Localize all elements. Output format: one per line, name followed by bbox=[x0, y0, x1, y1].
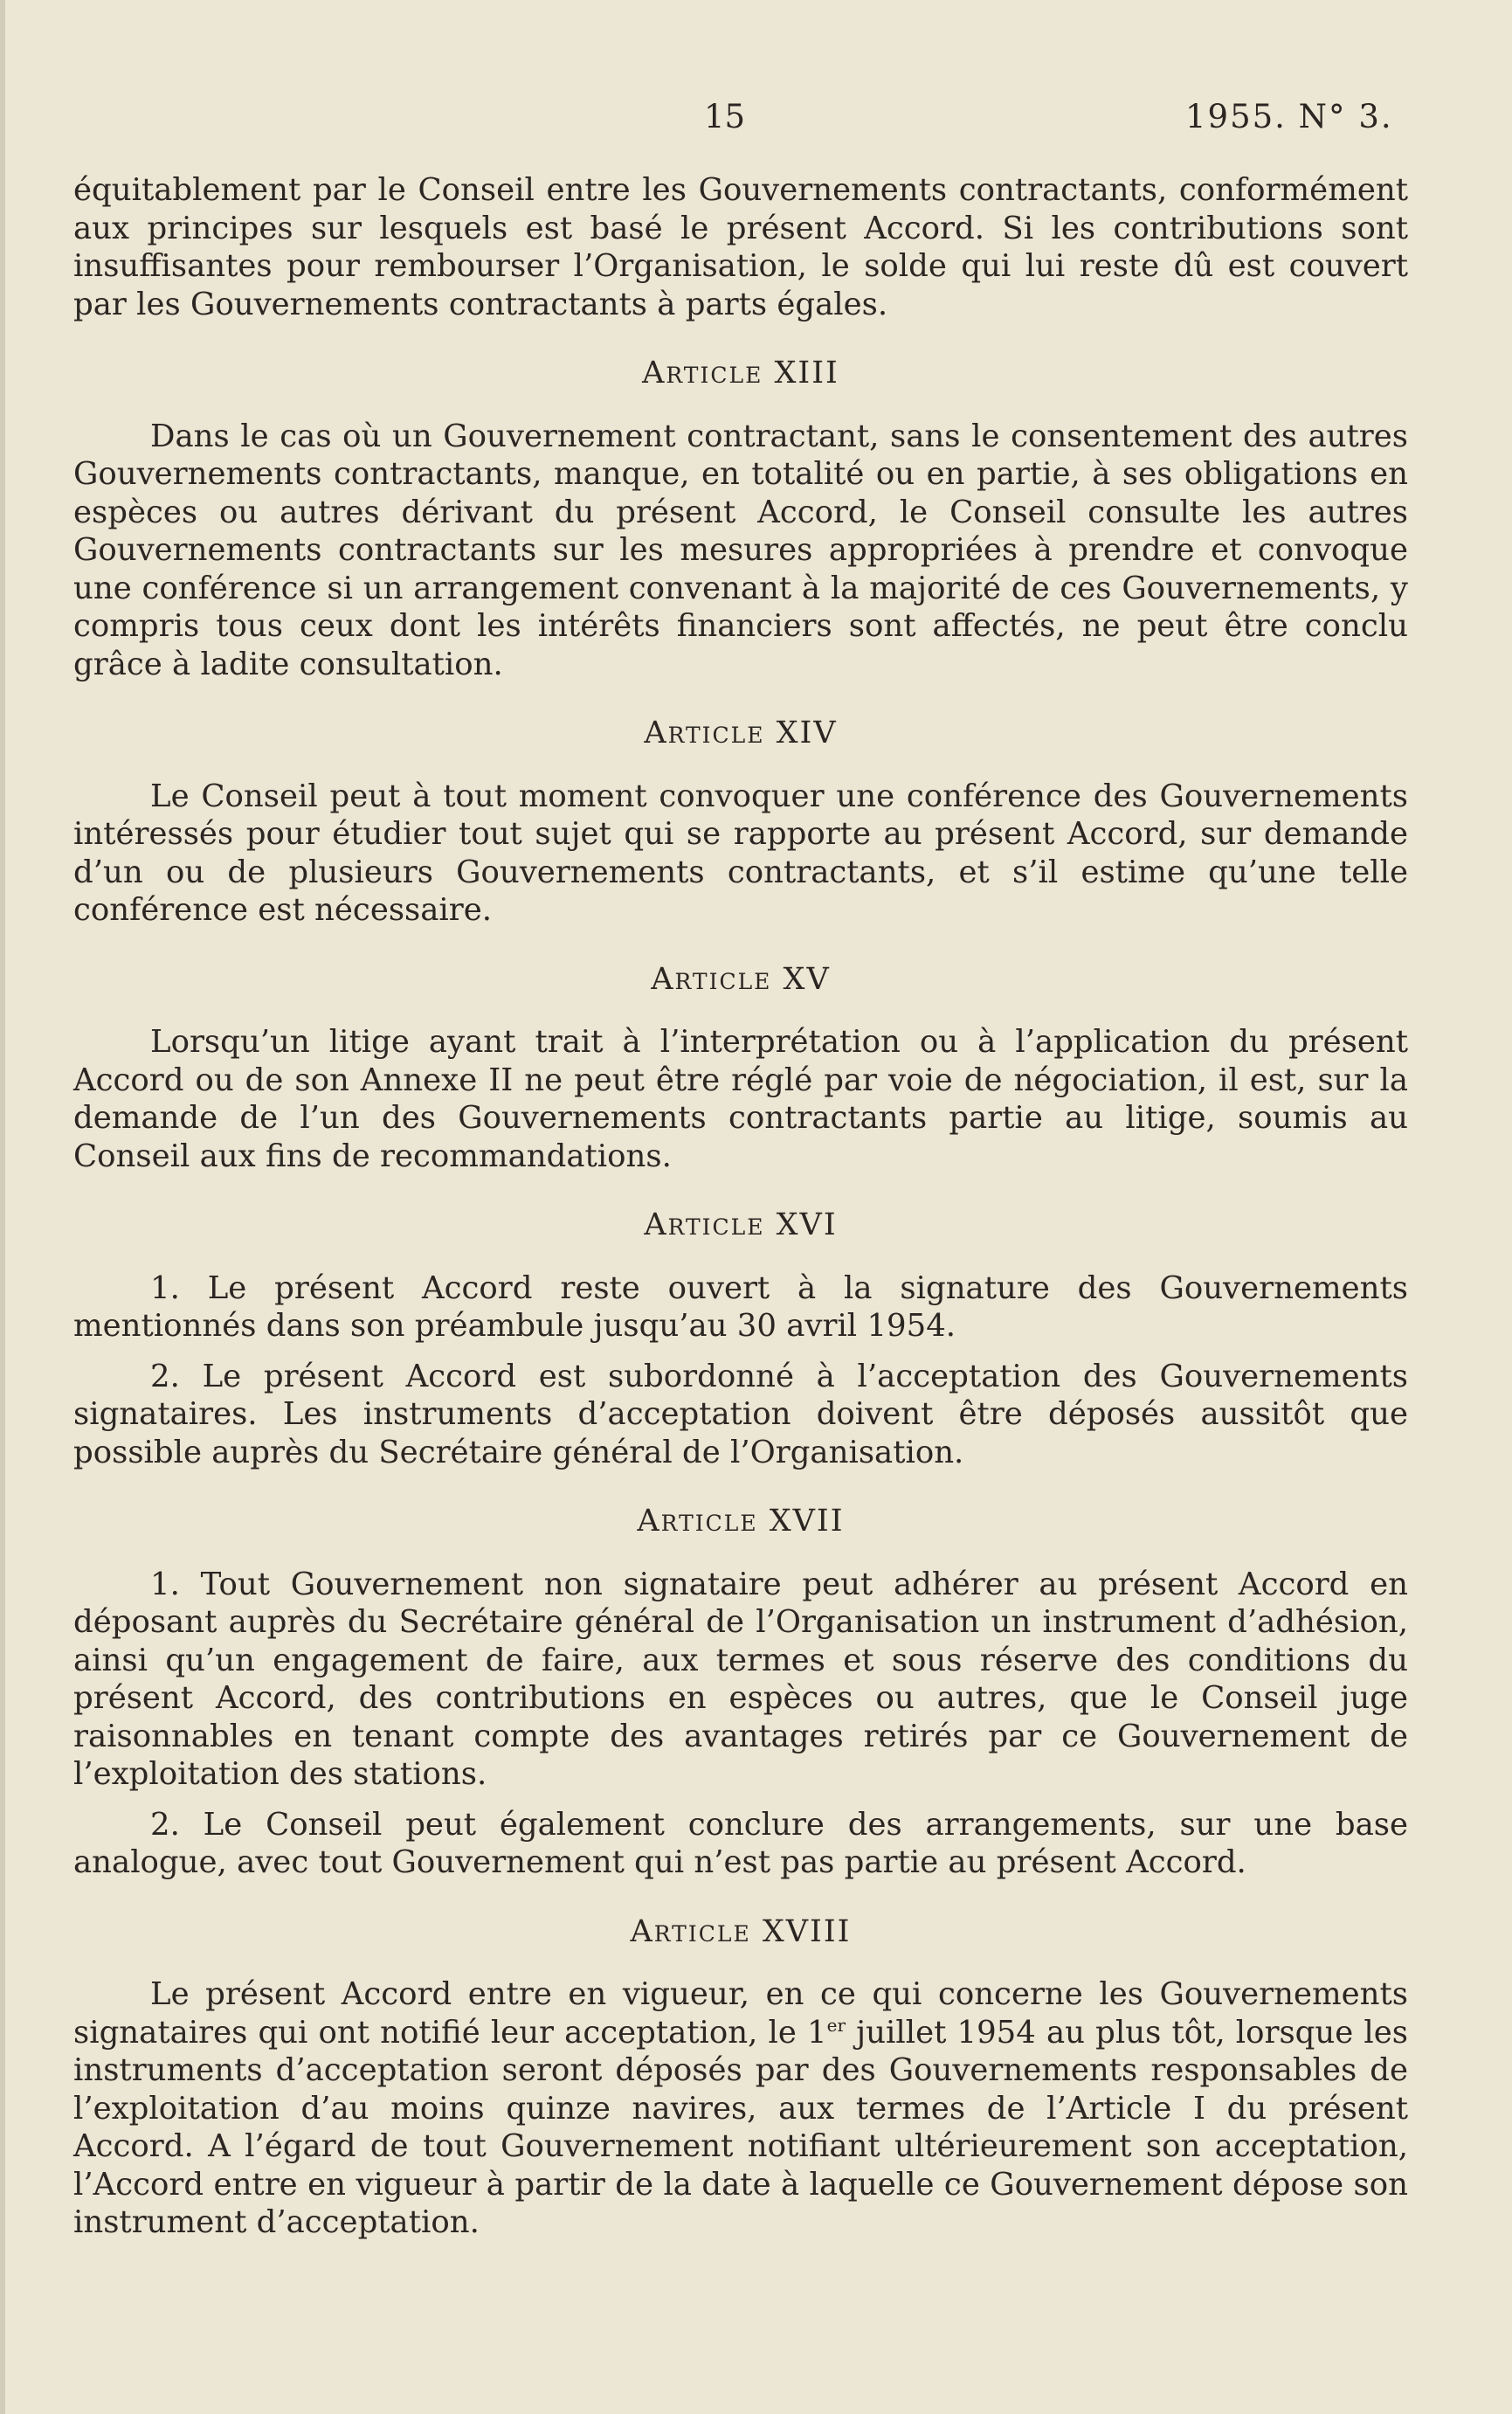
page-edge bbox=[0, 0, 5, 2414]
article-paragraph: Lorsqu’un litige ayant trait à l’interprétation ou à l’application du présent Accord ou de son Annexe II ne peut être réglé par voie de négociation, il est, sur la demande de l’un des Gouvernements contractants partie au litige, soumis au Conseil aux fins de recommandations. bbox=[73, 1024, 1408, 1174]
article-paragraph: 1. Tout Gouvernement non signataire peut adhérer au présent Accord en déposant auprès du Secrétaire général de l’Organisation un instrument d’adhésion, ainsi qu’un engagement de faire, aux termes et sous réserve des conditions du présent Accord, des contributions en espèces ou autres, que le Conseil juge raisonnables en tenant compte des avantages retirés par ce Gouvernement de l’exploitation des stations. bbox=[73, 1566, 1408, 1792]
paragraph-text-end: juillet 1954 au plus tôt, lorsque les instruments d’acceptation seront déposés par des Gouvernements responsables de l’exploitation d’au moins quinze navires, aux termes de l’Article I du présent Accord. A l’égard de tout Gouvernement notifiant ultérieurement son acceptation, l’Accord entre en vigueur à partir de la date à laquelle ce Gouvernement dépose son instrument d’acceptation. bbox=[73, 2014, 1408, 2240]
page-header bbox=[0, 98, 1512, 150]
article-paragraph bbox=[73, 1975, 1408, 2242]
document-body bbox=[73, 171, 1408, 2242]
article-paragraph: 1. Le présent Accord reste ouvert à la signature des Gouvernements mentionnés dans son préambule jusqu’au 30 avril 1954. bbox=[73, 1269, 1408, 1344]
ordinal-superscript: er bbox=[826, 2014, 846, 2036]
article-paragraph: Dans le cas où un Gouvernement contractant, sans le consentement des autres Gouvernements contractants, manque, en totalité ou en partie, à ses obligations en espèces ou autres dérivant du présent Accord, le Conseil consulte les autres Gouvernements contractants sur les mesures appropriées à prendre et convoque une conférence si un arrangement convenant à la majorité de ces Gouvernements, y compris tous ceux dont les intérêts financiers sont affectés, ne peut être conclu grâce à ladite consultation. bbox=[73, 418, 1408, 682]
article-heading: Article XVII bbox=[637, 1504, 845, 1539]
article-heading: Article XV bbox=[651, 961, 831, 997]
article-xviii bbox=[73, 1913, 1408, 2242]
article-xiv bbox=[73, 715, 1408, 930]
article-xvi bbox=[73, 1207, 1408, 1471]
article-heading: Article XVIII bbox=[630, 1913, 852, 1949]
page-number: 15 bbox=[704, 98, 746, 135]
article-paragraph: 2. Le présent Accord est subordonné à l’acceptation des Gouvernements signataires. Les instruments d’acceptation doivent être déposés aussitôt que possible auprès du Secrétaire général de l’Organisation. bbox=[73, 1358, 1408, 1470]
paragraph-text-start: Le présent Accord entre en vigueur, en ce qui concerne les Gouvernements signataires qui ont notifié leur acceptation, le 1 bbox=[73, 1976, 1408, 2051]
article-xiii bbox=[73, 355, 1408, 683]
intro-paragraph: équitablement par le Conseil entre les Gouvernements contractants, conformément aux principes sur lesquels est basé le présent Accord. Si les contributions sont insuffisantes pour rembourser l’Organisation, le solde qui lui reste dû est couvert par les Gouvernements contractants à parts égales. bbox=[73, 172, 1408, 322]
article-paragraph: 2. Le Conseil peut également conclure des arrangements, sur une base analogue, avec tout Gouvernement qui n’est pas partie au présent Accord. bbox=[73, 1806, 1408, 1880]
article-heading: Article XVI bbox=[644, 1207, 838, 1242]
article-heading: Article XIII bbox=[642, 356, 839, 391]
article-heading: Article XIV bbox=[644, 716, 838, 750]
article-xvii bbox=[73, 1503, 1408, 1882]
issue-reference: 1955. N° 3. bbox=[1185, 98, 1393, 135]
article-xv bbox=[73, 961, 1408, 1176]
article-paragraph: Le Conseil peut à tout moment convoquer une conférence des Gouvernements intéressés pour étudier tout sujet qui se rapporte au présent Accord, sur demande d’un ou de plusieurs Gouvernements contractants, et s’il estime qu’une telle conférence est nécessaire. bbox=[73, 778, 1408, 928]
